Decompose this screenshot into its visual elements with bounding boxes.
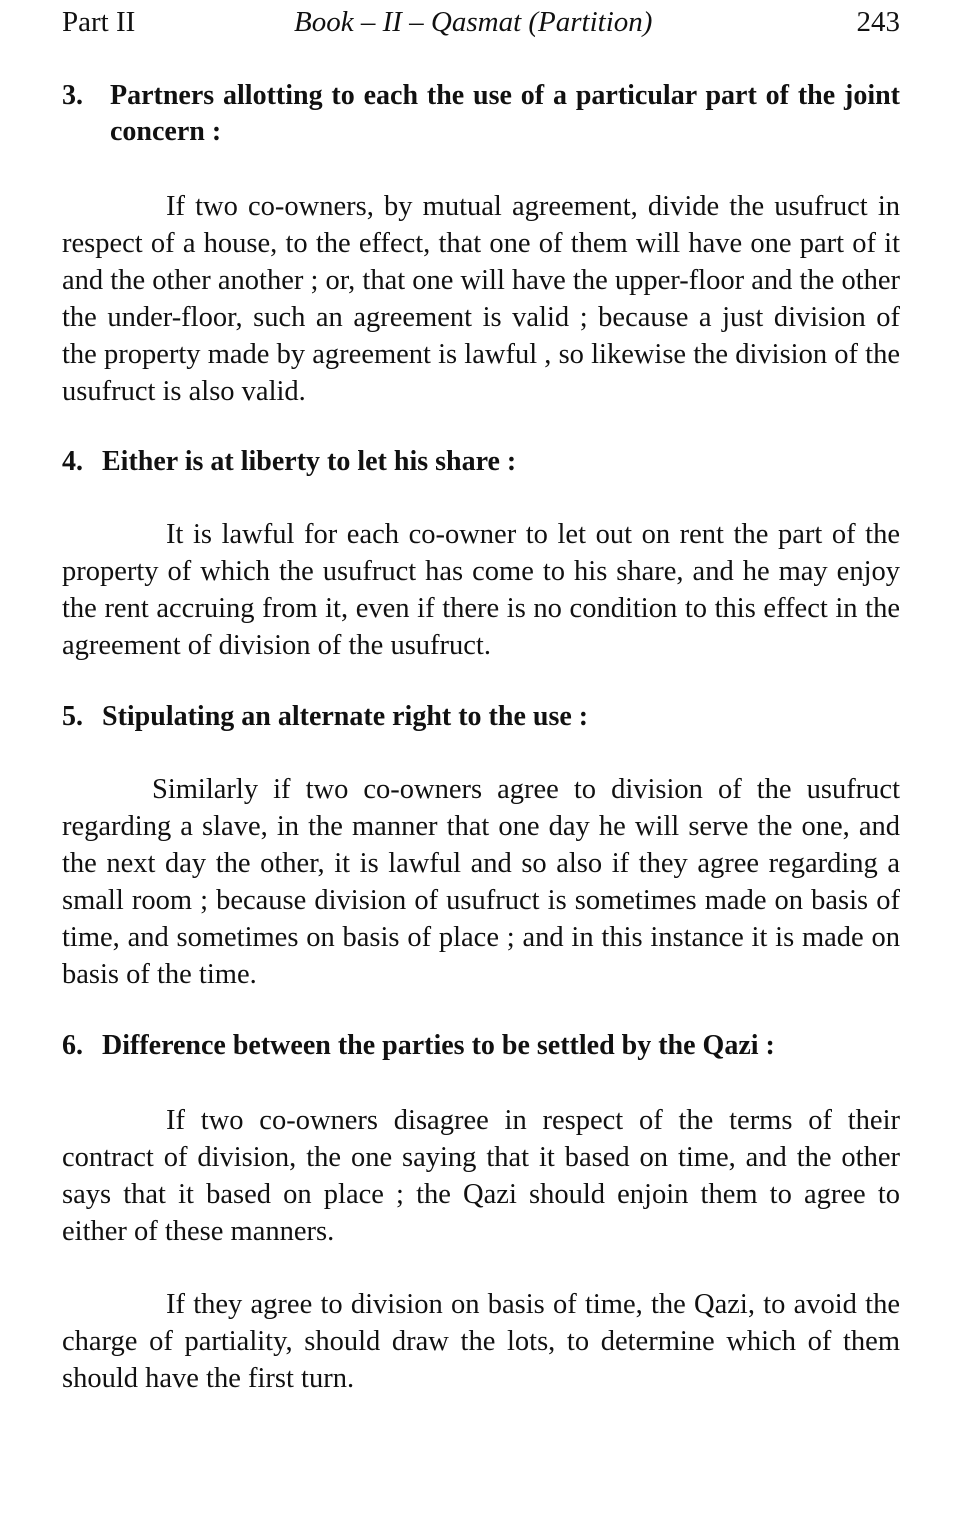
running-header <box>62 0 900 52</box>
section-heading <box>62 444 900 480</box>
section-6 <box>62 1028 900 1397</box>
section-title: Either is at liberty to let his share : <box>102 446 517 477</box>
page-number: 243 <box>856 6 900 38</box>
paragraph: If two co-owners, by mutual agreement, divide the usufruct in respect of a house, to the effect, that one of them will have one part of it and the other another ; or, that one will have the upper-floor and the other the under-floor, such an agreement is valid ; because a just division of the property made by agreement is lawful , so likewise the division of the usufruct is also valid. <box>62 191 900 407</box>
book-page <box>62 0 900 1397</box>
section-number: 4. <box>62 446 83 477</box>
section-heading <box>62 78 900 150</box>
section-title: Partners allotting to each the use of a particular part of the joint concern : <box>110 80 900 147</box>
part-label: Part II <box>62 6 136 38</box>
paragraph: If two co-owners disagree in respect of the terms of their contract of division, the one saying that it based on time, and the other says that it based on place ; the Qazi should enjoin them to agree to either of these manners. <box>62 1105 900 1247</box>
book-title: Book – II – Qasmat (Partition) <box>294 6 653 38</box>
section-title: Stipulating an alternate right to the use : <box>102 701 589 732</box>
section-title: Difference between the parties to be settled by the Qazi : <box>102 1030 775 1061</box>
paragraph: If they agree to division on basis of time, the Qazi, to avoid the charge of partiality, should draw the lots, to determine which of them should have the first turn. <box>62 1289 900 1394</box>
section-4 <box>62 444 900 664</box>
paragraph: It is lawful for each co-owner to let out on rent the part of the property of which the usufruct has come to his share, and he may enjoy the rent accruing from it, even if there is no condition to this effect in the agreement of division of the usufruct. <box>62 519 900 661</box>
section-number: 5. <box>62 701 83 732</box>
section-3 <box>62 78 900 410</box>
section-5 <box>62 699 900 993</box>
section-number: 3. <box>62 80 83 111</box>
paragraph: Similarly if two co-owners agree to division of the usufruct regarding a slave, in the manner that one day he will serve the one, and the next day the other, it is lawful and so also if they agree regarding a small room ; because division of usufruct is sometimes made on basis of time, and sometimes on basis of place ; and in this instance it is made on basis of the time. <box>62 774 900 990</box>
section-heading <box>62 699 900 735</box>
section-number: 6. <box>62 1030 83 1061</box>
section-heading <box>62 1028 900 1064</box>
